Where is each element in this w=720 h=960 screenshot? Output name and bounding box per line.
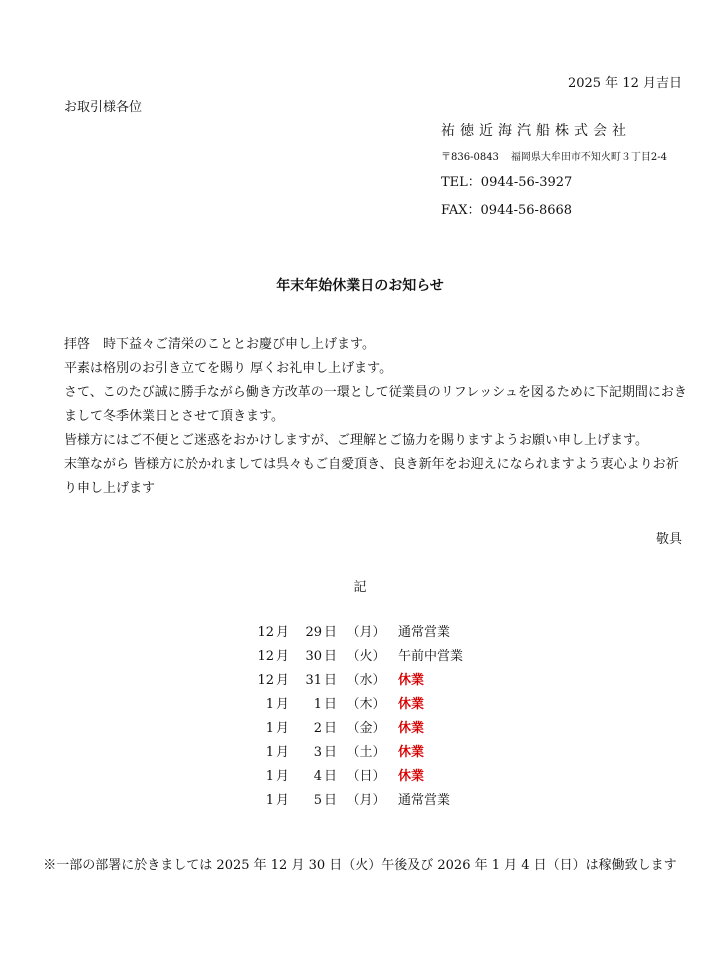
telephone: TEL：0944-56-3927 — [441, 175, 573, 190]
schedule-day: 2 — [313, 721, 322, 736]
schedule-weekday: （土） — [346, 745, 386, 760]
day-unit: 日 — [324, 673, 338, 688]
schedule-row — [236, 741, 463, 765]
schedule-status: 午前中営業 — [398, 649, 464, 664]
month-unit: 月 — [276, 793, 290, 808]
day-unit: 日 — [324, 745, 338, 760]
body-paragraph: 皆様方にはご不便とご迷惑をおかけしますが、ご理解とご協力を賜りますようお願い申し上げます。 — [64, 433, 648, 448]
schedule-status: 休業 — [398, 721, 425, 736]
closing-phrase: 敬具 — [655, 532, 682, 547]
schedule-row — [236, 693, 463, 717]
schedule-month: 1 — [265, 697, 274, 712]
schedule-status: 通常営業 — [398, 625, 451, 640]
schedule-row — [236, 789, 463, 813]
schedule-row — [236, 765, 463, 789]
schedule-weekday: （木） — [346, 697, 386, 712]
body-paragraph: 末筆ながら 皆様方に於かれましては呉々もご自愛頂き、良き新年をお迎えになられますよう衷心よりお祈り申し上げます — [64, 457, 679, 496]
company-name: 祐徳近海汽船株式会社 — [441, 123, 631, 139]
day-unit: 日 — [324, 769, 338, 784]
body-paragraph: 平素は格別のお引き立てを賜り 厚くお礼申し上げます。 — [64, 361, 393, 376]
schedule-day: 5 — [313, 793, 322, 808]
month-unit: 月 — [276, 673, 290, 688]
schedule-day: 1 — [313, 697, 322, 712]
day-unit: 日 — [324, 721, 338, 736]
notice-title: 年末年始休業日のお知らせ — [276, 278, 444, 294]
street-address: 福岡県大牟田市不知火町３丁目2-4 — [510, 152, 668, 163]
schedule-row — [236, 669, 463, 693]
schedule-weekday: （水） — [346, 673, 386, 688]
schedule-day: 30 — [305, 649, 322, 664]
sender-block — [441, 120, 667, 218]
schedule-status: 休業 — [398, 673, 425, 688]
body-paragraph: 拝啓 時下益々ご清栄のこととお慶び申し上げます。 — [64, 337, 375, 352]
schedule-month: 1 — [265, 769, 274, 784]
schedule-status: 通常営業 — [398, 793, 451, 808]
schedule-month: 12 — [257, 625, 274, 640]
schedule-row — [236, 645, 463, 669]
month-unit: 月 — [276, 625, 290, 640]
schedule-weekday: （月） — [346, 793, 386, 808]
fax: FAX：0944-56-8668 — [441, 203, 573, 218]
schedule-month: 12 — [257, 649, 274, 664]
recipient: お取引様各位 — [64, 100, 143, 115]
day-unit: 日 — [324, 625, 338, 640]
schedule-weekday: （火） — [346, 649, 386, 664]
postal-code: 〒836-0843 — [441, 152, 499, 163]
schedule-month: 12 — [257, 673, 274, 688]
notice-body — [64, 333, 690, 501]
schedule-weekday: （日） — [346, 769, 386, 784]
schedule-month: 1 — [265, 721, 274, 736]
footnote: ※一部の部署に於きましては 2025 年 12 月 30 日（火）午後及び 2026 年 1 月 4 日（日）は稼働致します — [43, 858, 677, 873]
month-unit: 月 — [276, 745, 290, 760]
body-paragraph: さて、このたび誠に勝手ながら働き方改革の一環として従業員のリフレッシュを図るために下記期間におきまして冬季休業日とさせて頂きます。 — [64, 385, 687, 424]
day-unit: 日 — [324, 697, 338, 712]
schedule-status: 休業 — [398, 745, 425, 760]
month-unit: 月 — [276, 769, 290, 784]
schedule-row — [236, 717, 463, 741]
schedule-day: 29 — [305, 625, 322, 640]
schedule-status: 休業 — [398, 697, 425, 712]
schedule-weekday: （金） — [346, 721, 386, 736]
day-unit: 日 — [324, 649, 338, 664]
day-unit: 日 — [324, 793, 338, 808]
month-unit: 月 — [276, 697, 290, 712]
month-unit: 月 — [276, 721, 290, 736]
schedule-day: 3 — [313, 745, 322, 760]
schedule-month: 1 — [265, 793, 274, 808]
schedule-weekday: （月） — [346, 625, 386, 640]
schedule-row — [236, 621, 463, 645]
ki-heading: 記 — [353, 580, 367, 595]
schedule-month: 1 — [265, 745, 274, 760]
issue-date: 2025 年 12 月吉日 — [567, 76, 682, 91]
company-address — [441, 148, 667, 163]
month-unit: 月 — [276, 649, 290, 664]
schedule-status: 休業 — [398, 769, 425, 784]
holiday-schedule — [236, 621, 463, 813]
schedule-day: 4 — [313, 769, 322, 784]
schedule-day: 31 — [305, 673, 322, 688]
